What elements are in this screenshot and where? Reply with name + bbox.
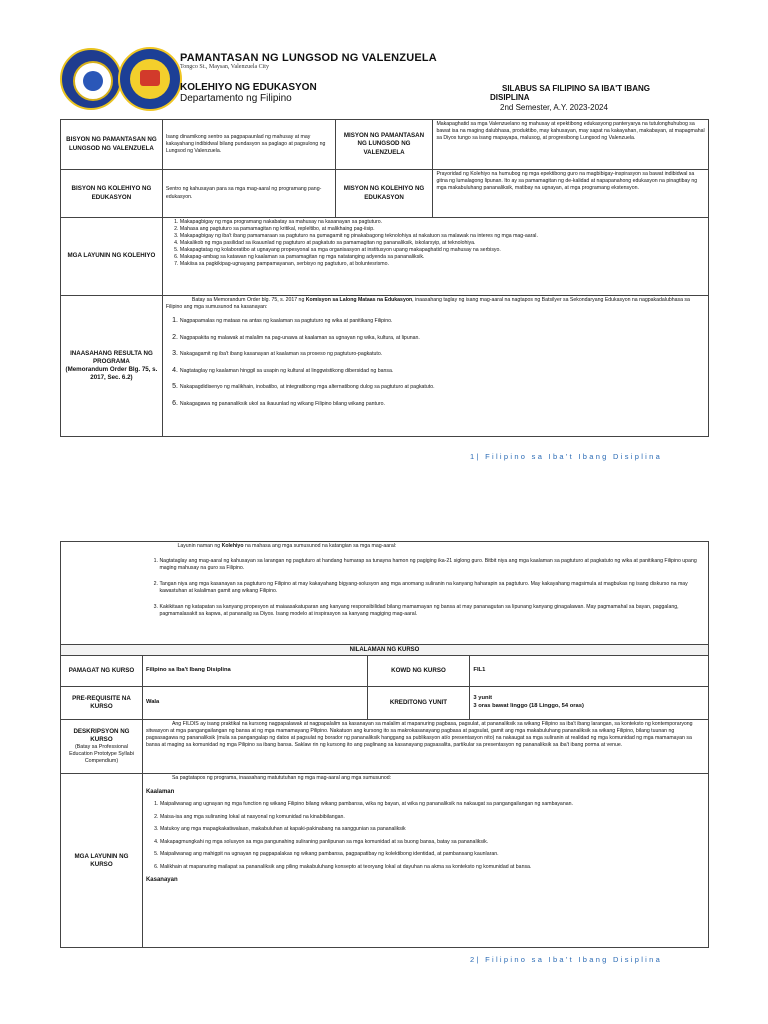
prerequisite-label: PRE-REQUISITE NA KURSO bbox=[61, 687, 143, 720]
course-goals-cell bbox=[142, 774, 708, 948]
knowledge-heading: Kaalaman bbox=[145, 789, 175, 796]
intro-text: na mahasa ang mga sumusunod na katangian sa mga mag-aaral: bbox=[244, 543, 397, 549]
skills-heading: Kasanayan bbox=[145, 877, 178, 884]
university-name: PAMANTASAN NG LUNGSOD NG VALENZUELA bbox=[180, 52, 437, 64]
list-item: 2. Mahasa ang pagtuturo sa pamamagitan ng kritikal, repleltibo, at malikhaing pag-iisip. bbox=[180, 226, 705, 233]
course-content-table bbox=[60, 541, 709, 948]
course-description-title: DESKRIPSYON NG KURSO bbox=[73, 728, 130, 744]
university-address: Tongco St., Maysan, Valenzuela City bbox=[180, 64, 269, 70]
list-item: 3. Makapagbigay ng iba't ibang pamamaraan sa pagtuturo na gumagamit ng pinakabagong teknolohiya at nakatuon sa malawak na interes ng mga mag-aaral. bbox=[180, 233, 705, 240]
college-goals-p2-list bbox=[145, 558, 705, 618]
mission-university-text: Makapaghatid sa mga Valenzuelano ng mahusay at epektibong edukasyong panteryarya na tutulonghuhubog sa bawat isa na maging dalubhasa, produktibo, may kahusayan, may sapat na kakayahan, makabayan, at mapagmahal sa Diyos tungo sa isang mapayapa, malusog, at progresibong Lungsod ng Valenzuela. bbox=[433, 120, 709, 170]
list-item: 3. Kakikitaan ng katapatan sa kanyang propesyon at maiaasakatuparan ang kanyang responsibilidad bilang mamamayan ng bansa at may pananagutan sa lipunang kanyang ginagalawan. May pagmamahal sa bayan, paggalang, pagmamalasakit sa kapwa, at pananalig sa Diyos. Isang modelo at inspirasyon sa kanyang magiging mag-aaral. bbox=[159, 604, 705, 618]
college-goals-p2-cell bbox=[142, 542, 708, 645]
list-item: 4. Nagtataglay ng kaalaman hinggil sa usapin ng kultural at linggwistikong dibersidad ng bansa. bbox=[180, 366, 705, 375]
program-outcomes-label bbox=[61, 296, 163, 437]
page-2-footer bbox=[470, 955, 662, 964]
page-number: 1 bbox=[470, 452, 477, 461]
list-item: 6. Makapag-ambag sa katawan ng kaalaman sa pamamagitan ng mga natatanging adyenda sa pananaliksik. bbox=[180, 254, 705, 261]
mission-university-label: MISYON NG PAMANTASAN NG LUNGSOD NG VALENZUELA bbox=[335, 120, 433, 170]
program-outcomes-subtitle: (Memorandum Order Blg. 75, s. 2017, Sec. 6.2) bbox=[65, 366, 158, 382]
course-title-label: PAMAGAT NG KURSO bbox=[61, 656, 143, 687]
intro-text: Batay sa Memorandum Order blg. 75, s. 2017 ng bbox=[191, 297, 305, 303]
page-1-footer bbox=[470, 452, 662, 461]
units-value bbox=[470, 687, 709, 720]
list-item: 1. Makapagbigay ng mga programang nakabatay sa mahusay na kasanayan sa pagtuturo. bbox=[180, 219, 705, 226]
college-name: KOLEHIYO NG EDUKASYON bbox=[180, 82, 317, 93]
course-goals-label: MGA LAYUNIN NG KURSO bbox=[61, 774, 143, 948]
course-code-label: KOWD NG KURSO bbox=[367, 656, 470, 687]
mission-college-label: MISYON NG KOLEHIYO NG EDUKASYON bbox=[335, 170, 433, 218]
college-seal-logo bbox=[118, 47, 182, 111]
vision-mission-table bbox=[60, 119, 709, 437]
list-item: 2. Maisa-isa ang mga suliraning lokal at nasyonal ng komunidad na kinabibilangan. bbox=[160, 814, 705, 821]
units-hours: 3 oras bawat linggo (18 Linggo, 54 oras) bbox=[473, 703, 584, 710]
units-count: 3 yunit bbox=[473, 695, 493, 702]
list-item: 1. Nagpapamalas ng mataas na antas ng kaalaman sa pagtuturo ng wika at panitikang Filipino. bbox=[180, 316, 705, 325]
list-item: 6. Nakagagawa ng pananaliksik ukol sa ikauunlad ng wikang Filipino bilang wikang panturo. bbox=[180, 399, 705, 408]
program-outcomes-list bbox=[166, 316, 705, 408]
list-item: 5. Nakapagdidisenyo ng malikhain, inobatibo, at integratibong mga alternatibong dulog sa pagtuturo at pagkatuto. bbox=[180, 382, 705, 391]
intro-text: , inaasahang taglay ng isang mag-aaral na nagtapos ng Batsilyer sa Sekondaryang Edukasyon na nagpakadalubhasa sa Filipino ang mga sumusunod na kasanayan: bbox=[165, 297, 690, 311]
semester-label: 2nd Semester, A.Y. 2023-2024 bbox=[500, 103, 608, 111]
vision-university-label: BISYON NG PAMANTASAN NG LUNGSOD NG VALENZUELA bbox=[61, 120, 163, 170]
intro-bold-text: Komisyon sa Lalong Mataas na Edukasyon bbox=[305, 297, 413, 303]
college-goals-list bbox=[166, 219, 705, 268]
course-content-header: NILALAMAN NG KURSO bbox=[61, 645, 709, 656]
intro-bold-text: Kolehiyo bbox=[221, 543, 244, 549]
page-2 bbox=[0, 512, 768, 1024]
prerequisite-value: Wala bbox=[142, 687, 367, 720]
list-item: 4. Makalikob ng mga pasilidad sa ikauunlad ng pagtuturo at pagkatuto sa pamamagitan ng pananaliksik, iskolarsyip, at teknolohiya. bbox=[180, 240, 705, 247]
department-name: Departamento ng Filipino bbox=[180, 93, 292, 104]
list-item: 5. Maipaliwanag ang mahigpit na ugnayan ng pagpapalakas ng wikang pambansa, pagpapatibay ng kolektibong identidad, at pambansang kaunlaran. bbox=[160, 851, 705, 858]
course-description-subtitle: (Batay sa Professional Education Prototype Syllabi Compendium) bbox=[69, 744, 134, 765]
list-item: 5. Makapagtatag ng kolaboratibo at ugnayang propesyonal sa mga organisasyon at institusyon upang makapaghatid ng mahusay na serbisyo. bbox=[180, 247, 705, 254]
units-label: KREDITONG YUNIT bbox=[367, 687, 470, 720]
list-item: 1. Nagtataglay ang mag-aaral ng kahusayan sa larangan ng pagtuturo at handang humarap sa tunayna hamon ng pagiging ika-21 siglong guro. Bitbit niya ang mga kaalaman sa pagtuturo at pagkatuto ng wika at panitikang Filipino upang maging mahusay na guro sa Filipino. bbox=[159, 558, 705, 572]
list-item: 3. Matukoy ang mga mapagkakatiwalaan, makabuluhan at kapaki-pakinabang na sanggunian sa pananaliksik bbox=[160, 826, 705, 833]
intro-text: Layunin naman ng bbox=[177, 543, 221, 549]
mission-college-text: Prayoridad ng Kolehiyo na humubog ng mga epektibong guro na magbibigay-inspirasyon sa bawat indibidwal sa gitna ng lumalagong lipunan. Ito ay sa pamamagitan ng de-kalidad at napapanahong edukasyon na pinagtibay ng mga makabuluhang pananaliksik, matibay na ugnayan, at mga programang ekstensyon. bbox=[433, 170, 709, 218]
course-description-text: Ang FILDIS ay isang praktikal na kursong nagpapalawak at nagpapalalim sa kasanayan sa malalim at mapanuring pagbasa, pagsulat, at pananaliksik sa wikang Filipino sa iba't ibang larangan, sa konteksto ng kontemporaryong sitwasyon at mga pangangailangan ng bansa at ng mga mamamayang Pilipino. Nakatuon ang kursong ito sa makrokasanayang pagbasa at pagsulat, gamit ang mga makabuluhang pananaliksik sa wikang Filipino, bilang tuunan ng pagsasagawa ng pananaliksik (mula sa pangangalap ng datos at pagsulat ng borador ng pananaliksik hanggang sa publikasyon at/o presentasyon nito) na nakaugat sa mga suliranin at realidad ng mga komunidad ng mga mamamayan sa bansa at maging sa komunidad ng mga Pilipino sa ibang bansa. Saklaw rin ng kursong ito ang paglinang sa kasanayang pagsasalita, partikular sa presentasyon ng pananaliksik sa iba't ibang porma at venue. bbox=[142, 720, 708, 774]
program-outcomes-intro bbox=[166, 297, 705, 311]
footer-title: | Filipino sa Iba't Ibang Disiplina bbox=[476, 955, 663, 964]
course-goals-intro: Sa pagtatapos ng programa, inaasahang matututuhan ng mga mag-aaral ang mga sumusunod: bbox=[171, 775, 392, 782]
list-item: 7. Makiisa sa pagkikipag-ugnayang pampamayanan, serbisyo ng pagtuturo, at boluntesrismo. bbox=[180, 261, 705, 268]
knowledge-list bbox=[146, 801, 705, 871]
college-goals-cell bbox=[162, 218, 708, 296]
university-seal-logo bbox=[60, 48, 122, 110]
list-item: 2. Nagpapakita ng malawak at malalim na pag-unawa at kaalaman sa ugnayan ng wika, kultura, at lipunan. bbox=[180, 333, 705, 342]
course-description-label bbox=[61, 720, 143, 774]
footer-title: | Filipino sa Iba't Ibang Disiplina bbox=[476, 452, 663, 461]
list-item: 2. Tangan niya ang mga kasanayan sa pagtuturo ng Filipino at may kakayahang bigyang-solusyon ang mga anomang suliranin na kanyang haharapin sa pagtuturo. May kakayahang magsimula at magbukas ng isang diskurso na may kawastuhan at kalaliman gamit ang wikang Filipino. bbox=[159, 581, 705, 595]
college-goals-label: MGA LAYUNIN NG KOLEHIYO bbox=[61, 218, 163, 296]
vision-college-text: Sentro ng kahusayan para sa mga mag-aaral ng programang pang-edukasyon. bbox=[162, 170, 335, 218]
college-goals-p2-intro bbox=[177, 543, 705, 550]
list-item: 3. Nakagagamit ng iba't ibang kasanayan at kaalaman sa proseso ng pagtuturo-pagkatuto. bbox=[180, 349, 705, 358]
course-code-value: FIL1 bbox=[470, 656, 709, 687]
course-title-value: Filipino sa Iba't Ibang Disiplina bbox=[142, 656, 367, 687]
list-item: 4. Makapagmungkahi ng mga solusyon sa mga pangunahing suliraning panlipunan sa mga komunidad at sa buong bansa, batay sa pananaliksik. bbox=[160, 839, 705, 846]
page-number: 2 bbox=[470, 955, 477, 964]
list-item: 1. Maipaliwanag ang ugnayan ng mga function ng wikang Filipino bilang wikang pambansa, wika ng bayan, at wika ng pananaliksik na nakaugat sa pangangailangan ng sambayanan. bbox=[160, 801, 705, 808]
program-outcomes-title: INAASAHANG RESULTA NG PROGRAMA bbox=[70, 349, 153, 365]
syllabus-title-line-1: SILABUS SA FILIPINO SA IBA'T IBANG bbox=[502, 84, 650, 93]
program-outcomes-cell bbox=[162, 296, 708, 437]
vision-college-label: BISYON NG KOLEHIYO NG EDUKASYON bbox=[61, 170, 163, 218]
vision-university-text: Isang dinamikong sentro sa pagpapaunlad ng mahusay at may kakayahang indibidwal bilang pundasyon sa paglago at pagsulong ng Lungsod ng Valenzuela. bbox=[162, 120, 335, 170]
syllabus-title-line-2: DISIPLINA bbox=[490, 93, 530, 102]
list-item: 6. Malikhain at mapanuring mailapat sa pananaliksik ang piling makabuluhang konsepto at teoryang lokal at dayuhan na akma sa konteksto ng komunidad at bansa. bbox=[160, 864, 705, 871]
